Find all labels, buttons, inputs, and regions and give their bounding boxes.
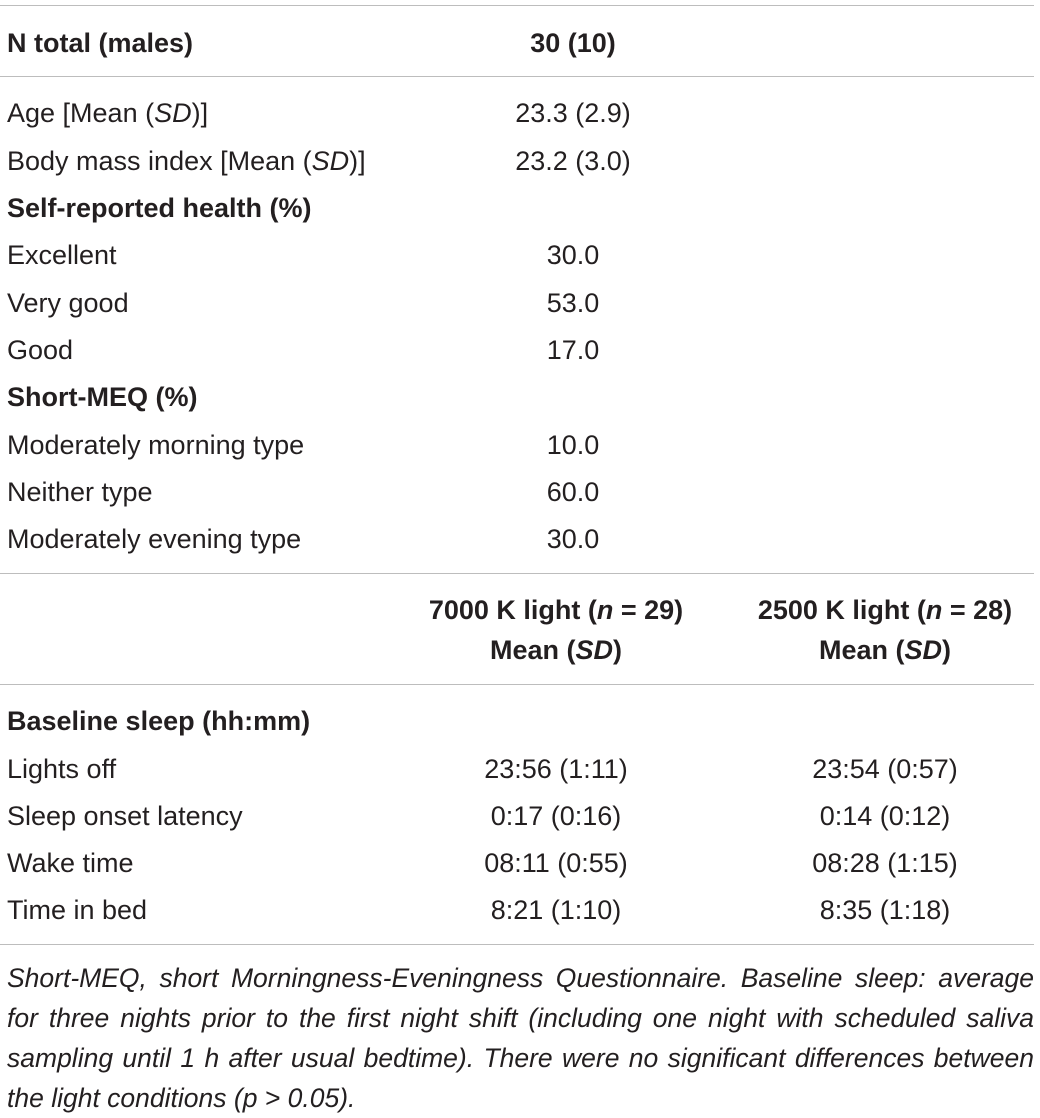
row-label: Moderately morning type [7, 430, 305, 460]
bottom-rule [0, 944, 1034, 945]
row-label: Good [7, 335, 74, 365]
condition-2500k-stat: Mean (SD) [818, 635, 952, 665]
bmi-value: 23.2 (3.0) [515, 146, 631, 176]
row-value: 17.0 [546, 335, 600, 365]
age-row [0, 100, 1040, 134]
conditions-header-line2 [0, 637, 1040, 671]
row-value: 10.0 [546, 430, 600, 460]
row-label: Neither type [7, 477, 153, 507]
meq-title: Short-MEQ (%) [7, 382, 198, 412]
row-value-2500k: 0:14 (0:12) [819, 801, 951, 831]
age-label: Age [Mean (SD)] [7, 98, 209, 128]
row-label: Time in bed [7, 895, 148, 925]
table-footnote: Short-MEQ, short Morningness-Eveningness Questionnaire. Baseline sleep: average for three nights prior to the first night shift (including one night with scheduled saliva sampling until 1 h after usual bedtime). There were no significant differences between the light conditions (p > 0.05). [7, 963, 1034, 1113]
table-row [0, 803, 1040, 837]
table-row [0, 479, 1040, 513]
row-value-2500k: 23:54 (0:57) [812, 754, 958, 784]
row-value-7000k: 08:11 (0:55) [484, 848, 628, 878]
header-row [0, 30, 1040, 64]
row-value: 30.0 [546, 524, 600, 554]
row-value-7000k: 23:56 (1:11) [484, 754, 628, 784]
table-row [0, 850, 1040, 884]
table-row [0, 897, 1040, 931]
row-value-7000k: 0:17 (0:16) [490, 801, 622, 831]
table-row [0, 337, 1040, 371]
row-label: Moderately evening type [7, 524, 302, 554]
row-label: Lights off [7, 754, 117, 784]
bmi-row [0, 148, 1040, 182]
row-value: 53.0 [546, 288, 600, 318]
sleep-title: Baseline sleep (hh:mm) [7, 706, 311, 736]
row-label: Wake time [7, 848, 134, 878]
conditions-header-line1 [0, 597, 1040, 631]
table-row [0, 526, 1040, 560]
condition-7000k-label: 7000 K light (n = 29) [428, 595, 684, 625]
row-label: Sleep onset latency [7, 801, 243, 831]
row-value: 60.0 [546, 477, 600, 507]
table-row [0, 242, 1040, 276]
header-divider [0, 76, 1034, 77]
row-value-2500k: 8:35 (1:18) [819, 895, 951, 925]
header-label: N total (males) [7, 28, 194, 58]
conditions-divider [0, 684, 1034, 685]
health-section-heading [0, 195, 1040, 229]
table-row [0, 756, 1040, 790]
bmi-label: Body mass index [Mean (SD)] [7, 146, 366, 176]
row-value: 30.0 [546, 240, 600, 270]
table-row [0, 290, 1040, 324]
sleep-section-heading [0, 708, 1040, 742]
row-value-2500k: 08:28 (1:15) [812, 848, 958, 878]
meq-section-heading [0, 384, 1040, 418]
age-value: 23.3 (2.9) [515, 98, 631, 128]
header-value: 30 (10) [530, 28, 616, 58]
top-rule [0, 5, 1034, 6]
health-title: Self-reported health (%) [7, 193, 312, 223]
table-row [0, 432, 1040, 466]
row-label: Very good [7, 288, 129, 318]
row-value-7000k: 8:21 (1:10) [490, 895, 622, 925]
section-divider [0, 573, 1034, 574]
row-label: Excellent [7, 240, 117, 270]
condition-7000k-stat: Mean (SD) [489, 635, 623, 665]
condition-2500k-label: 2500 K light (n = 28) [757, 595, 1013, 625]
